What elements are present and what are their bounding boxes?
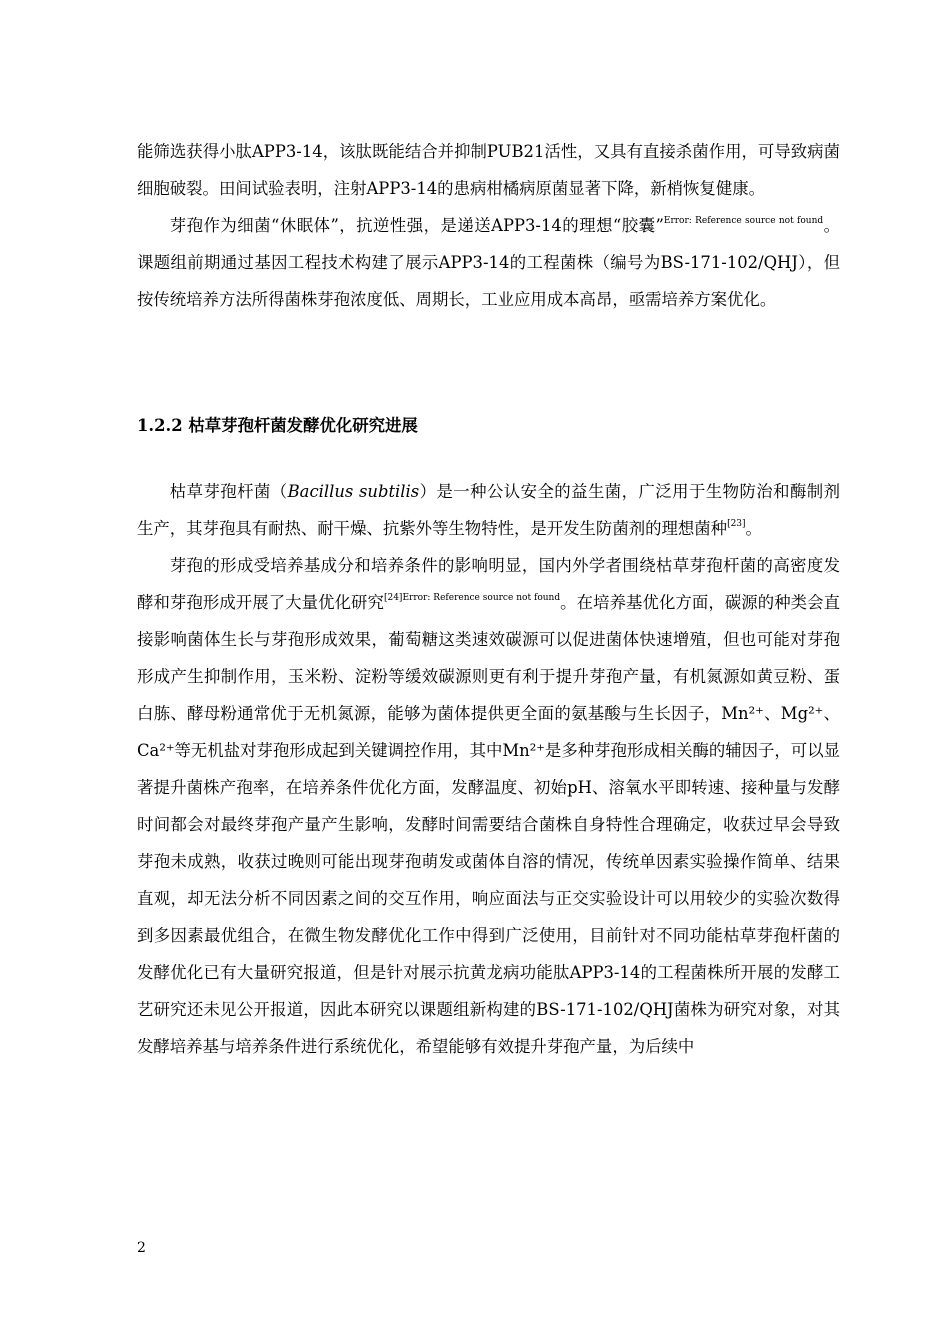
paragraph-text: 芽孢的形成受培养基成分和培养条件的影响明显，国内外学者围绕枯草芽孢杆菌的高密度发酵和芽孢形成开展了大量优化研究 [137, 556, 840, 612]
body-text-top [137, 133, 840, 318]
reference-error-note: Error: Reference source not found [663, 216, 824, 226]
body-text-bottom [137, 473, 840, 1065]
paragraph-app3-14-intro [137, 133, 840, 207]
section-heading: 1.2.2 枯草芽孢杆菌发酵优化研究进展 [137, 416, 418, 435]
citation-ref: [23] [727, 519, 746, 529]
citation-ref: [24]Error: Reference source not found [383, 593, 561, 603]
paragraph-text: ）是一种公认安全的益生菌，广泛用于生物防治和酶制剂生产，其芽孢具有耐热、耐干燥、抗紫外等生物特性，是开发生防菌剂的理想菌种 [137, 482, 841, 538]
paragraph-text: 芽孢作为细菌“休眠体”，抗逆性强，是递送APP3-14的理想“胶囊” [169, 216, 664, 235]
paragraph-text: 。 [745, 519, 762, 538]
paragraph-optimization-review [137, 547, 840, 1065]
paragraph-text: 。课题组前期通过基因工程技术构建了展示APP3-14的工程菌株（编号为BS-171-102/QHJ），但按传统培养方法所得菌株芽孢浓度低、周期长，工业应用成本高昂，亟需培养方案优化。 [137, 216, 841, 309]
page-number: 2 [137, 1240, 146, 1256]
paragraph-text: 。在培养基优化方面，碳源的种类会直接影响菌体生长与芽孢形成效果，葡萄糖这类速效碳源可以促进菌体快速增殖，但也可能对芽孢形成产生抑制作用，玉米粉、淀粉等缓效碳源则更有利于提升芽孢产量，有机氮源如黄豆粉、蛋白胨、酵母粉通常优于无机氮源，能够为菌体提供更全面的氨基酸与生长因子，Mn²⁺、Mg²⁺、Ca²⁺等无机盐对芽孢形成起到关键调控作用，其中Mn²⁺是多种芽孢形成相关酶的辅因子，可以显著提升菌株产孢率，在培养条件优化方面，发酵温度、初始pH、溶氧水平即转速、接种量与发酵时间都会对最终芽孢产量产生影响，发酵时间需要结合菌株自身特性合理确定，收获过早会导致芽孢未成熟，收获过晚则可能出现芽孢萌发或菌体自溶的情况，传统单因素实验操作简单、结果直观，却无法分析不同因素之间的交互作用，响应面法与正交实验设计可以用较少的实验次数得到多因素最优组合，在微生物发酵优化工作中得到广泛使用，目前针对不同功能枯草芽孢杆菌的发酵优化已有大量研究报道，但是针对展示抗黄龙病功能肽APP3-14的工程菌株所开展的发酵工艺研究还未见公开报道，因此本研究以课题组新构建的BS-171-102/QHJ菌株为研究对象，对其发酵培养基与培养条件进行系统优化，希望能够有效提升芽孢产量，为后续中 [137, 593, 841, 1056]
latin-species-name: Bacillus subtilis [287, 482, 420, 501]
paragraph-bacillus-subtilis [137, 473, 840, 547]
paragraph-spore-capsule [137, 207, 840, 318]
paragraph-text: 能筛选获得小肽APP3-14，该肽既能结合并抑制PUB21活性，又具有直接杀菌作用，可导致病菌细胞破裂。田间试验表明，注射APP3-14的患病柑橘病原菌显著下降，新梢恢复健康。 [137, 142, 840, 198]
paragraph-text: 枯草芽孢杆菌（ [169, 482, 288, 501]
